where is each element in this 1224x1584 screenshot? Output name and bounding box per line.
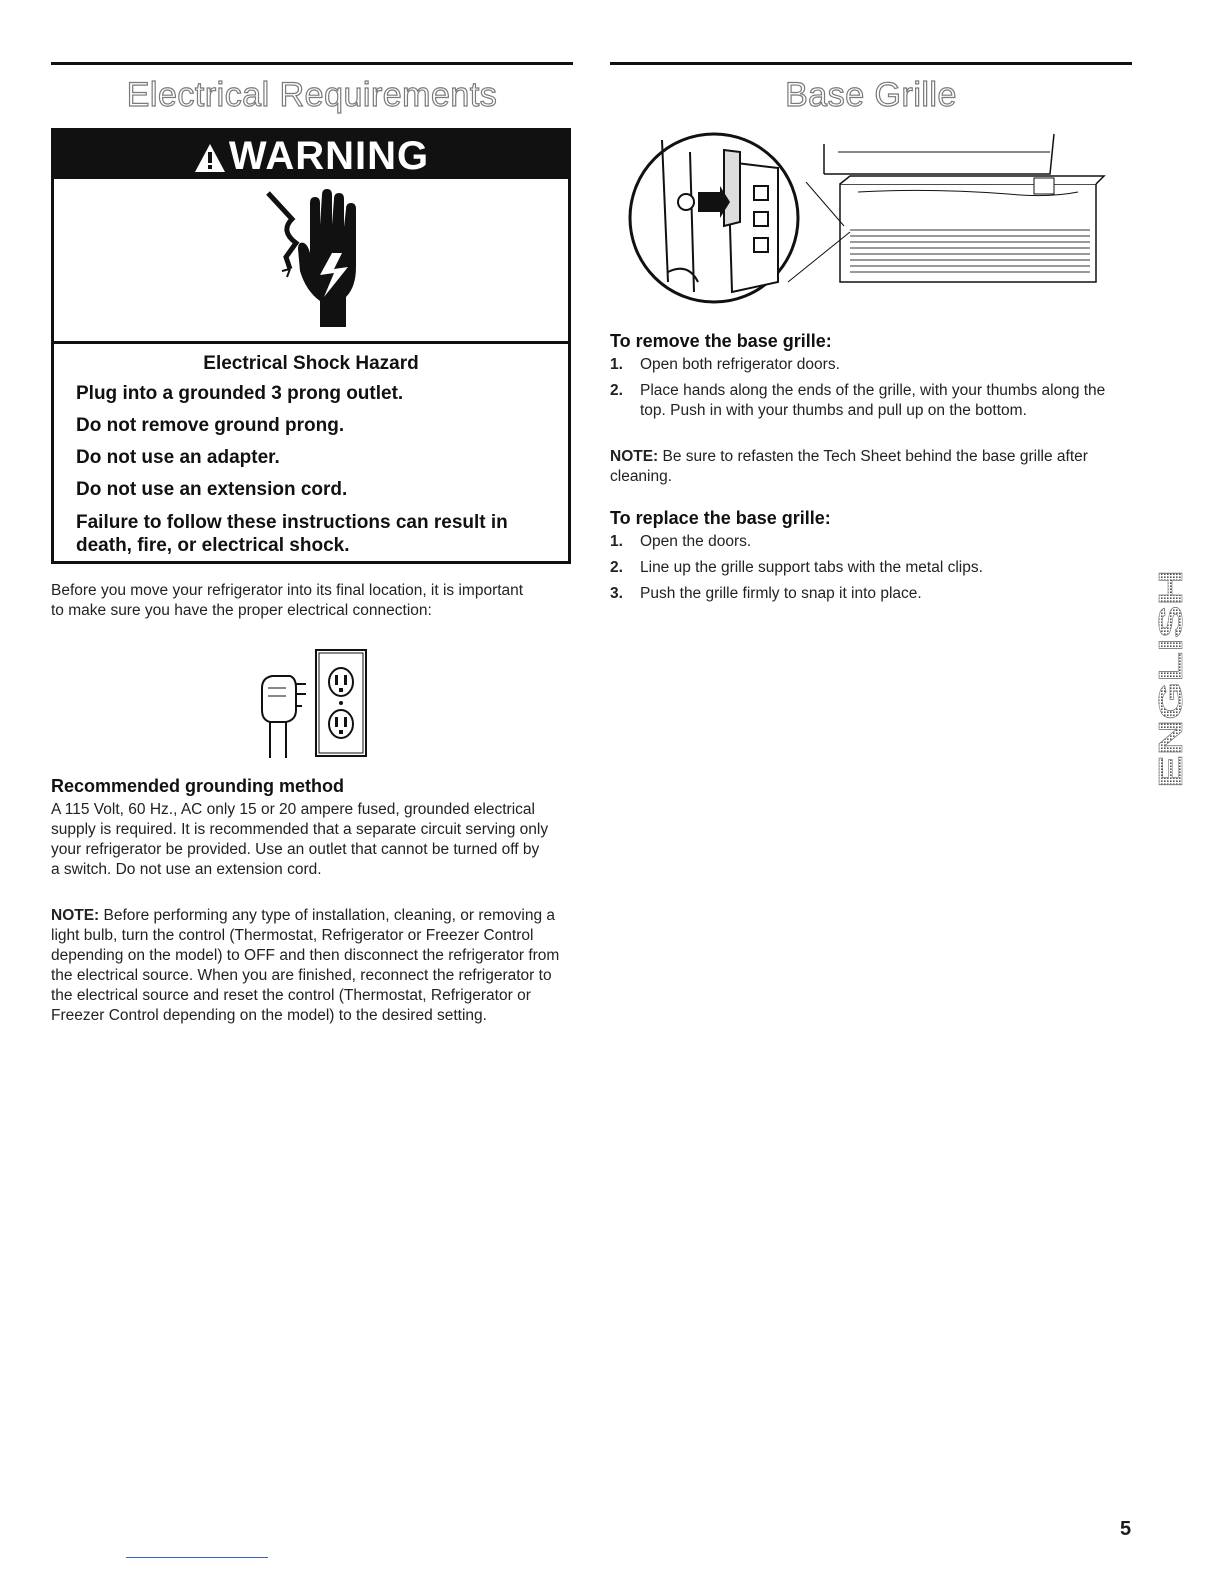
base-grille-title: Base Grille: [785, 76, 957, 114]
list-item: [610, 532, 1120, 552]
note-text: Before performing any type of installation, cleaning, or removing a light bulb, turn the control (Thermostat, Refrigerator or Freezer Control depending on the model) to OFF and then disconnect the refrigerator from the electrical source. When you are finished, reconnect the refrigerator to the electrical source and reset the control (Thermostat, Refrigerator or Freezer Control depending on the model) to the desired setting.: [51, 907, 560, 1024]
remove-steps-list: [610, 355, 1120, 427]
warning-banner: [54, 131, 568, 179]
replace-steps-list: [610, 532, 1120, 610]
electrical-requirements-title: Electrical Requirements: [126, 76, 498, 114]
shock-hazard-pictogram: [54, 179, 568, 344]
side-tab-label: ENGLISH: [1152, 641, 1189, 788]
step-number: 3.: [610, 585, 623, 602]
warning-line: Do not use an adapter.: [76, 447, 280, 468]
warning-label: WARNING: [228, 134, 430, 178]
grounding-paragraph: A 115 Volt, 60 Hz., AC only 15 or 20 ampere fused, grounded electrical supply is required. It is recommended that a separate circuit serving only your refrigerator be provided. Use an outlet that cannot be turned off by a switch. Do not use an extension cord.: [51, 801, 549, 878]
grille-note: [610, 447, 1130, 487]
step-number: 2.: [610, 559, 623, 576]
step-text: Push the grille firmly to snap it into place.: [640, 585, 922, 602]
step-text: Place hands along the ends of the grille, with your thumbs along the top. Push in with your thumbs and pull up on the bottom.: [640, 382, 1106, 419]
step-number: 1.: [610, 356, 623, 373]
warning-line: Failure to follow these instructions can result in death, fire, or electrical shock.: [76, 512, 508, 556]
step-number: 2.: [610, 382, 623, 399]
replace-grille-heading: To replace the base grille:: [610, 508, 831, 528]
hazard-title: Electrical Shock Hazard: [203, 353, 419, 374]
english-side-tab: [1152, 566, 1189, 788]
note-text: Be sure to refasten the Tech Sheet behind the base grille after cleaning.: [610, 448, 1088, 485]
step-number: 1.: [610, 533, 623, 550]
grounded-plug-outlet-illustration: [256, 648, 376, 760]
warning-box: [51, 128, 571, 564]
electric-shock-hand-icon: [250, 187, 370, 337]
list-item: [610, 584, 1120, 604]
list-item: [610, 381, 1120, 421]
page-number: 5: [1120, 1518, 1132, 1540]
bottom-link-underline: [126, 1557, 268, 1558]
right-column-rule: [610, 62, 1132, 65]
grounding-heading: Recommended grounding method: [51, 776, 345, 796]
intro-paragraph: Before you move your refrigerator into its final location, it is important to make sure you have the proper electrical connection:: [51, 582, 524, 619]
note-label: NOTE:: [610, 448, 659, 465]
warning-triangle-icon: [193, 142, 227, 174]
control-note: [51, 906, 571, 1026]
step-text: Open both refrigerator doors.: [640, 356, 840, 373]
warning-line: Plug into a grounded 3 prong outlet.: [76, 383, 404, 404]
warning-text: [76, 353, 546, 557]
warning-line: Do not use an extension cord.: [76, 479, 348, 500]
list-item: [610, 558, 1120, 578]
step-text: Line up the grille support tabs with the metal clips.: [640, 559, 983, 576]
left-column-rule: [51, 62, 573, 65]
base-grille-illustration: [628, 132, 1108, 304]
step-text: Open the doors.: [640, 533, 752, 550]
remove-grille-heading: To remove the base grille:: [610, 331, 832, 351]
warning-line: Do not remove ground prong.: [76, 415, 345, 436]
note-label: NOTE:: [51, 907, 100, 924]
list-item: [610, 355, 1120, 375]
